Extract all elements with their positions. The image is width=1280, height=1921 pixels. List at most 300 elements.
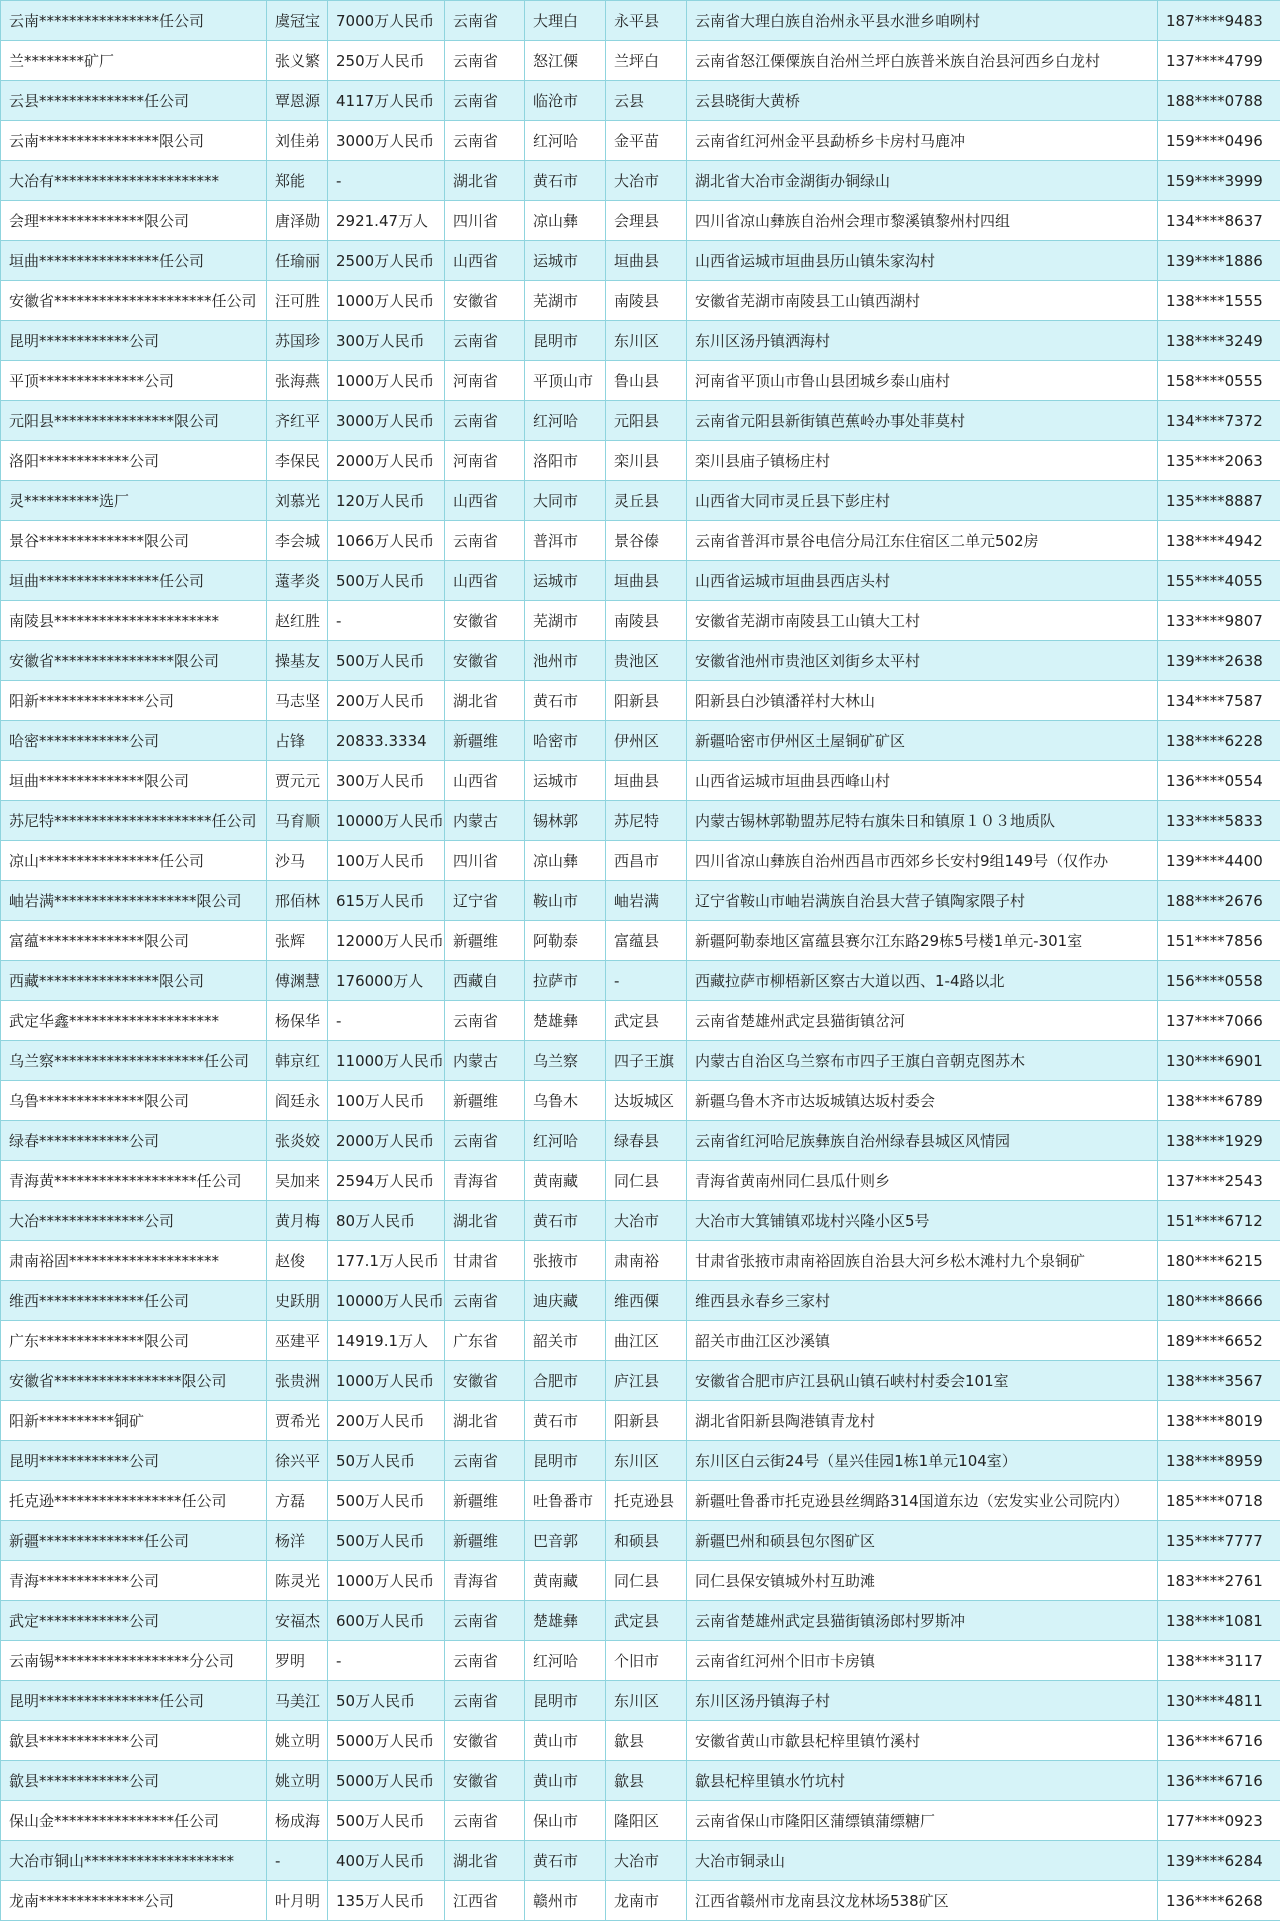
legal-person-cell: 李会城 <box>267 521 328 561</box>
legal-person-cell: 刘慕光 <box>267 481 328 521</box>
phone-cell: 138****6228 <box>1158 721 1280 761</box>
county-cell: 永平县 <box>606 1 687 41</box>
company-name-cell: 维西**************任公司 <box>1 1281 267 1321</box>
county-cell: 东川区 <box>606 1681 687 1721</box>
province-cell: 湖北省 <box>445 1401 525 1441</box>
legal-person-cell: 汪可胜 <box>267 281 328 321</box>
city-cell: 楚雄彝 <box>525 1001 606 1041</box>
city-cell: 大同市 <box>525 481 606 521</box>
company-name-cell: 昆明************公司 <box>1 1441 267 1481</box>
city-cell: 昆明市 <box>525 1441 606 1481</box>
phone-cell: 138****8959 <box>1158 1441 1280 1481</box>
company-name-cell: 阳新**************公司 <box>1 681 267 721</box>
registered-capital-cell: 11000万人民币 <box>328 1041 445 1081</box>
county-cell: 伊州区 <box>606 721 687 761</box>
county-cell: 西昌市 <box>606 841 687 881</box>
table-row <box>1 1 1280 41</box>
legal-person-cell: 虞冠宝 <box>267 1 328 41</box>
table-row <box>1 1281 1280 1321</box>
address-cell: 安徽省合肥市庐江县矾山镇石峡村村委会101室 <box>687 1361 1158 1401</box>
phone-cell: 139****4400 <box>1158 841 1280 881</box>
county-cell: 富蕴县 <box>606 921 687 961</box>
phone-cell: 138****8019 <box>1158 1401 1280 1441</box>
registered-capital-cell: 500万人民币 <box>328 1481 445 1521</box>
county-cell: 龙南市 <box>606 1881 687 1921</box>
address-cell: 云南省元阳县新街镇芭蕉岭办事处菲莫村 <box>687 401 1158 441</box>
city-cell: 阿勒泰 <box>525 921 606 961</box>
county-cell: 肃南裕 <box>606 1241 687 1281</box>
county-cell: 垣曲县 <box>606 241 687 281</box>
city-cell: 乌鲁木 <box>525 1081 606 1121</box>
phone-cell: 130****6901 <box>1158 1041 1280 1081</box>
company-name-cell: 安徽省*********************任公司 <box>1 281 267 321</box>
county-cell: 鲁山县 <box>606 361 687 401</box>
company-name-cell: 垣曲****************任公司 <box>1 241 267 281</box>
province-cell: 江西省 <box>445 1881 525 1921</box>
legal-person-cell: 杨成海 <box>267 1801 328 1841</box>
address-cell: 大冶市铜录山 <box>687 1841 1158 1881</box>
address-cell: 云南省怒江傈僳族自治州兰坪白族普米族自治县河西乡白龙村 <box>687 41 1158 81</box>
table-row <box>1 1081 1280 1121</box>
county-cell: 栾川县 <box>606 441 687 481</box>
city-cell: 平顶山市 <box>525 361 606 401</box>
county-cell: 达坂城区 <box>606 1081 687 1121</box>
company-name-cell: 新疆**************任公司 <box>1 1521 267 1561</box>
address-cell: 新疆吐鲁番市托克逊县丝绸路314国道东边（宏发实业公司院内） <box>687 1481 1158 1521</box>
table-row <box>1 481 1280 521</box>
county-cell: 大冶市 <box>606 161 687 201</box>
legal-person-cell: 齐红平 <box>267 401 328 441</box>
county-cell: 东川区 <box>606 321 687 361</box>
address-cell: 四川省凉山彝族自治州西昌市西郊乡长安村9组149号（仅作办 <box>687 841 1158 881</box>
province-cell: 安徽省 <box>445 601 525 641</box>
phone-cell: 138****3567 <box>1158 1361 1280 1401</box>
legal-person-cell: 薳孝炎 <box>267 561 328 601</box>
province-cell: 新疆维 <box>445 721 525 761</box>
city-cell: 芜湖市 <box>525 601 606 641</box>
registered-capital-cell: - <box>328 1001 445 1041</box>
legal-person-cell: 吴加来 <box>267 1161 328 1201</box>
county-cell: 隆阳区 <box>606 1801 687 1841</box>
address-cell: 云南省红河州金平县勐桥乡卡房村马鹿冲 <box>687 121 1158 161</box>
address-cell: 安徽省池州市贵池区刘街乡太平村 <box>687 641 1158 681</box>
table-row <box>1 1241 1280 1281</box>
province-cell: 安徽省 <box>445 1361 525 1401</box>
address-cell: 山西省大同市灵丘县下彭庄村 <box>687 481 1158 521</box>
phone-cell: 185****0718 <box>1158 1481 1280 1521</box>
table-row <box>1 1561 1280 1601</box>
table-row <box>1 801 1280 841</box>
county-cell: 会理县 <box>606 201 687 241</box>
address-cell: 东川区汤丹镇海子村 <box>687 1681 1158 1721</box>
city-cell: 哈密市 <box>525 721 606 761</box>
table-row <box>1 201 1280 241</box>
address-cell: 山西省运城市垣曲县历山镇朱家沟村 <box>687 241 1158 281</box>
phone-cell: 139****1886 <box>1158 241 1280 281</box>
registered-capital-cell: 500万人民币 <box>328 1801 445 1841</box>
address-cell: 山西省运城市垣曲县西峰山村 <box>687 761 1158 801</box>
company-name-cell: 青海************公司 <box>1 1561 267 1601</box>
table-row <box>1 841 1280 881</box>
province-cell: 云南省 <box>445 321 525 361</box>
legal-person-cell: 张贵洲 <box>267 1361 328 1401</box>
table-row <box>1 1601 1280 1641</box>
phone-cell: 183****2761 <box>1158 1561 1280 1601</box>
county-cell: 同仁县 <box>606 1561 687 1601</box>
address-cell: 湖北省阳新县陶港镇青龙村 <box>687 1401 1158 1441</box>
province-cell: 新疆维 <box>445 1081 525 1121</box>
province-cell: 云南省 <box>445 1601 525 1641</box>
registered-capital-cell: 100万人民币 <box>328 1081 445 1121</box>
registered-capital-cell: 177.1万人民币 <box>328 1241 445 1281</box>
table-row <box>1 1401 1280 1441</box>
table-row <box>1 681 1280 721</box>
legal-person-cell: 马志坚 <box>267 681 328 721</box>
address-cell: 韶关市曲江区沙溪镇 <box>687 1321 1158 1361</box>
province-cell: 甘肃省 <box>445 1241 525 1281</box>
phone-cell: 136****0554 <box>1158 761 1280 801</box>
address-cell: 内蒙古锡林郭勒盟苏尼特右旗朱日和镇原１０３地质队 <box>687 801 1158 841</box>
province-cell: 云南省 <box>445 1121 525 1161</box>
registered-capital-cell: 1000万人民币 <box>328 1361 445 1401</box>
company-name-cell: 云南****************任公司 <box>1 1 267 41</box>
registered-capital-cell: 5000万人民币 <box>328 1761 445 1801</box>
city-cell: 赣州市 <box>525 1881 606 1921</box>
province-cell: 四川省 <box>445 841 525 881</box>
province-cell: 云南省 <box>445 401 525 441</box>
registered-capital-cell: 1000万人民币 <box>328 281 445 321</box>
phone-cell: 156****0558 <box>1158 961 1280 1001</box>
table-row <box>1 521 1280 561</box>
city-cell: 张掖市 <box>525 1241 606 1281</box>
legal-person-cell: 傅渊慧 <box>267 961 328 1001</box>
city-cell: 怒江傈 <box>525 41 606 81</box>
company-name-cell: 托克逊*****************任公司 <box>1 1481 267 1521</box>
registered-capital-cell: 2921.47万人 <box>328 201 445 241</box>
registered-capital-cell: - <box>328 161 445 201</box>
table-row <box>1 241 1280 281</box>
phone-cell: 188****2676 <box>1158 881 1280 921</box>
company-name-cell: 龙南**************公司 <box>1 1881 267 1921</box>
legal-person-cell: 李保民 <box>267 441 328 481</box>
address-cell: 安徽省芜湖市南陵县工山镇大工村 <box>687 601 1158 641</box>
legal-person-cell: 黄月梅 <box>267 1201 328 1241</box>
province-cell: 西藏自 <box>445 961 525 1001</box>
province-cell: 云南省 <box>445 1 525 41</box>
table-row <box>1 881 1280 921</box>
phone-cell: 189****6652 <box>1158 1321 1280 1361</box>
registered-capital-cell: 400万人民币 <box>328 1841 445 1881</box>
registered-capital-cell: 250万人民币 <box>328 41 445 81</box>
city-cell: 红河哈 <box>525 121 606 161</box>
phone-cell: 136****6716 <box>1158 1761 1280 1801</box>
company-name-cell: 垣曲****************任公司 <box>1 561 267 601</box>
company-name-cell: 武定华鑫******************** <box>1 1001 267 1041</box>
city-cell: 黄石市 <box>525 161 606 201</box>
province-cell: 安徽省 <box>445 641 525 681</box>
legal-person-cell: 叶月明 <box>267 1881 328 1921</box>
city-cell: 黄石市 <box>525 1401 606 1441</box>
table-row <box>1 1201 1280 1241</box>
phone-cell: 137****4799 <box>1158 41 1280 81</box>
legal-person-cell: 韩京红 <box>267 1041 328 1081</box>
registered-capital-cell: 1000万人民币 <box>328 361 445 401</box>
county-cell: 兰坪白 <box>606 41 687 81</box>
table-row <box>1 1801 1280 1841</box>
table-row <box>1 1721 1280 1761</box>
county-cell: 维西傈 <box>606 1281 687 1321</box>
table-row <box>1 1361 1280 1401</box>
legal-person-cell: 贾元元 <box>267 761 328 801</box>
company-name-cell: 富蕴**************限公司 <box>1 921 267 961</box>
county-cell: 元阳县 <box>606 401 687 441</box>
city-cell: 黄南藏 <box>525 1161 606 1201</box>
company-name-cell: 昆明****************任公司 <box>1 1681 267 1721</box>
phone-cell: 133****5833 <box>1158 801 1280 841</box>
legal-person-cell: 赵俊 <box>267 1241 328 1281</box>
county-cell: 南陵县 <box>606 281 687 321</box>
county-cell: 歙县 <box>606 1761 687 1801</box>
city-cell: 洛阳市 <box>525 441 606 481</box>
legal-person-cell: 马育顺 <box>267 801 328 841</box>
legal-person-cell: 任瑜丽 <box>267 241 328 281</box>
city-cell: 合肥市 <box>525 1361 606 1401</box>
phone-cell: 151****7856 <box>1158 921 1280 961</box>
address-cell: 青海省黄南州同仁县瓜什则乡 <box>687 1161 1158 1201</box>
province-cell: 云南省 <box>445 81 525 121</box>
phone-cell: 158****0555 <box>1158 361 1280 401</box>
address-cell: 江西省赣州市龙南县汶龙林场538矿区 <box>687 1881 1158 1921</box>
table-row <box>1 1121 1280 1161</box>
city-cell: 运城市 <box>525 561 606 601</box>
county-cell: 和硕县 <box>606 1521 687 1561</box>
county-cell: 同仁县 <box>606 1161 687 1201</box>
legal-person-cell: 操基友 <box>267 641 328 681</box>
city-cell: 鞍山市 <box>525 881 606 921</box>
legal-person-cell: 马美江 <box>267 1681 328 1721</box>
table-row <box>1 161 1280 201</box>
address-cell: 内蒙古自治区乌兰察布市四子王旗白音朝克图苏木 <box>687 1041 1158 1081</box>
registered-capital-cell: 50万人民币 <box>328 1441 445 1481</box>
registered-capital-cell: 615万人民币 <box>328 881 445 921</box>
legal-person-cell: 陈灵光 <box>267 1561 328 1601</box>
table-row <box>1 1521 1280 1561</box>
county-cell: 苏尼特 <box>606 801 687 841</box>
province-cell: 新疆维 <box>445 1521 525 1561</box>
phone-cell: 138****6789 <box>1158 1081 1280 1121</box>
county-cell: 阳新县 <box>606 681 687 721</box>
company-name-cell: 云县**************任公司 <box>1 81 267 121</box>
province-cell: 云南省 <box>445 1281 525 1321</box>
address-cell: 云南省保山市隆阳区蒲缥镇蒲缥糖厂 <box>687 1801 1158 1841</box>
city-cell: 巴音郭 <box>525 1521 606 1561</box>
phone-cell: 151****6712 <box>1158 1201 1280 1241</box>
legal-person-cell: 杨洋 <box>267 1521 328 1561</box>
registered-capital-cell: 10000万人民币 <box>328 1281 445 1321</box>
city-cell: 红河哈 <box>525 1641 606 1681</box>
legal-person-cell: 巫建平 <box>267 1321 328 1361</box>
company-name-cell: 南陵县********************** <box>1 601 267 641</box>
registered-capital-cell: 200万人民币 <box>328 1401 445 1441</box>
company-name-cell: 阳新**********铜矿 <box>1 1401 267 1441</box>
city-cell: 黄山市 <box>525 1721 606 1761</box>
county-cell: 曲江区 <box>606 1321 687 1361</box>
address-cell: 云县晓街大黄桥 <box>687 81 1158 121</box>
county-cell: 歙县 <box>606 1721 687 1761</box>
company-name-cell: 歙县************公司 <box>1 1721 267 1761</box>
registered-capital-cell: 120万人民币 <box>328 481 445 521</box>
city-cell: 楚雄彝 <box>525 1601 606 1641</box>
province-cell: 新疆维 <box>445 921 525 961</box>
address-cell: 甘肃省张掖市肃南裕固族自治县大河乡松木滩村九个泉铜矿 <box>687 1241 1158 1281</box>
city-cell: 大理白 <box>525 1 606 41</box>
legal-person-cell: 占锋 <box>267 721 328 761</box>
phone-cell: 136****6268 <box>1158 1881 1280 1921</box>
city-cell: 拉萨市 <box>525 961 606 1001</box>
table-row <box>1 81 1280 121</box>
county-cell: 大冶市 <box>606 1841 687 1881</box>
table-row <box>1 921 1280 961</box>
province-cell: 山西省 <box>445 481 525 521</box>
phone-cell: 135****7777 <box>1158 1521 1280 1561</box>
province-cell: 湖北省 <box>445 1201 525 1241</box>
city-cell: 黄山市 <box>525 1761 606 1801</box>
legal-person-cell: 罗明 <box>267 1641 328 1681</box>
company-name-cell: 乌兰察********************任公司 <box>1 1041 267 1081</box>
phone-cell: 135****2063 <box>1158 441 1280 481</box>
legal-person-cell: 刘佳弟 <box>267 121 328 161</box>
legal-person-cell: 张辉 <box>267 921 328 961</box>
address-cell: 湖北省大冶市金湖街办铜绿山 <box>687 161 1158 201</box>
city-cell: 黄石市 <box>525 1841 606 1881</box>
registered-capital-cell: 200万人民币 <box>328 681 445 721</box>
registered-capital-cell: 2594万人民币 <box>328 1161 445 1201</box>
table-row <box>1 761 1280 801</box>
county-cell: 贵池区 <box>606 641 687 681</box>
address-cell: 四川省凉山彝族自治州会理市黎溪镇黎州村四组 <box>687 201 1158 241</box>
county-cell: 个旧市 <box>606 1641 687 1681</box>
table-row <box>1 721 1280 761</box>
county-cell: 阳新县 <box>606 1401 687 1441</box>
company-name-cell: 大冶市铜山******************** <box>1 1841 267 1881</box>
table-row <box>1 1041 1280 1081</box>
city-cell: 运城市 <box>525 241 606 281</box>
province-cell: 湖北省 <box>445 1841 525 1881</box>
city-cell: 红河哈 <box>525 401 606 441</box>
province-cell: 云南省 <box>445 41 525 81</box>
phone-cell: 139****6284 <box>1158 1841 1280 1881</box>
phone-cell: 138****4942 <box>1158 521 1280 561</box>
province-cell: 青海省 <box>445 1161 525 1201</box>
registered-capital-cell: - <box>328 601 445 641</box>
legal-person-cell: 邢佰林 <box>267 881 328 921</box>
address-cell: 新疆巴州和硕县包尔图矿区 <box>687 1521 1158 1561</box>
phone-cell: 138****3249 <box>1158 321 1280 361</box>
province-cell: 安徽省 <box>445 1761 525 1801</box>
company-name-cell: 西藏****************限公司 <box>1 961 267 1001</box>
address-cell: 新疆阿勒泰地区富蕴县赛尔江东路29栋5号楼1单元-301室 <box>687 921 1158 961</box>
registered-capital-cell: 4117万人民币 <box>328 81 445 121</box>
address-cell: 云南省楚雄州武定县猫街镇汤郎村罗斯冲 <box>687 1601 1158 1641</box>
county-cell: 庐江县 <box>606 1361 687 1401</box>
registered-capital-cell: 135万人民币 <box>328 1881 445 1921</box>
company-name-cell: 苏尼特*********************任公司 <box>1 801 267 841</box>
address-cell: 大冶市大箕铺镇邓垅村兴隆小区5号 <box>687 1201 1158 1241</box>
city-cell: 韶关市 <box>525 1321 606 1361</box>
company-name-cell: 歙县************公司 <box>1 1761 267 1801</box>
province-cell: 青海省 <box>445 1561 525 1601</box>
address-cell: 东川区汤丹镇洒海村 <box>687 321 1158 361</box>
registered-capital-cell: 500万人民币 <box>328 1521 445 1561</box>
province-cell: 安徽省 <box>445 1721 525 1761</box>
table-row <box>1 1441 1280 1481</box>
address-cell: 云南省楚雄州武定县猫街镇岔河 <box>687 1001 1158 1041</box>
company-name-cell: 垣曲**************限公司 <box>1 761 267 801</box>
legal-person-cell: 杨保华 <box>267 1001 328 1041</box>
company-name-cell: 岫岩满*******************限公司 <box>1 881 267 921</box>
address-cell: 辽宁省鞍山市岫岩满族自治县大营子镇陶家隈子村 <box>687 881 1158 921</box>
phone-cell: 177****0923 <box>1158 1801 1280 1841</box>
company-name-cell: 绿春************公司 <box>1 1121 267 1161</box>
county-cell: 绿春县 <box>606 1121 687 1161</box>
phone-cell: 138****1929 <box>1158 1121 1280 1161</box>
province-cell: 云南省 <box>445 1801 525 1841</box>
phone-cell: 155****4055 <box>1158 561 1280 601</box>
city-cell: 凉山彝 <box>525 841 606 881</box>
table-row <box>1 561 1280 601</box>
company-name-cell: 保山金****************任公司 <box>1 1801 267 1841</box>
province-cell: 四川省 <box>445 201 525 241</box>
province-cell: 内蒙古 <box>445 1041 525 1081</box>
registered-capital-cell: 1066万人民币 <box>328 521 445 561</box>
company-name-cell: 肃南裕固******************** <box>1 1241 267 1281</box>
phone-cell: 136****6716 <box>1158 1721 1280 1761</box>
company-name-cell: 凉山****************任公司 <box>1 841 267 881</box>
table-row <box>1 1641 1280 1681</box>
legal-person-cell: 张炎姣 <box>267 1121 328 1161</box>
table-row <box>1 1681 1280 1721</box>
registered-capital-cell: 3000万人民币 <box>328 121 445 161</box>
address-cell: 阳新县白沙镇潘祥村大林山 <box>687 681 1158 721</box>
phone-cell: 138****1081 <box>1158 1601 1280 1641</box>
company-name-cell: 元阳县****************限公司 <box>1 401 267 441</box>
county-cell: 岫岩满 <box>606 881 687 921</box>
county-cell: 金平苗 <box>606 121 687 161</box>
registered-capital-cell: 2500万人民币 <box>328 241 445 281</box>
address-cell: 维西县永春乡三家村 <box>687 1281 1158 1321</box>
city-cell: 黄石市 <box>525 681 606 721</box>
city-cell: 运城市 <box>525 761 606 801</box>
province-cell: 河南省 <box>445 441 525 481</box>
registered-capital-cell: 10000万人民币 <box>328 801 445 841</box>
company-name-cell: 会理**************限公司 <box>1 201 267 241</box>
phone-cell: 133****9807 <box>1158 601 1280 641</box>
county-cell: 南陵县 <box>606 601 687 641</box>
city-cell: 芜湖市 <box>525 281 606 321</box>
county-cell: 垣曲县 <box>606 761 687 801</box>
address-cell: 云南省大理白族自治州永平县水泄乡咱咧村 <box>687 1 1158 41</box>
city-cell: 黄石市 <box>525 1201 606 1241</box>
legal-person-cell: 张义繁 <box>267 41 328 81</box>
registered-capital-cell: 100万人民币 <box>328 841 445 881</box>
address-cell: 歙县杞梓里镇水竹坑村 <box>687 1761 1158 1801</box>
company-name-cell: 平顶**************公司 <box>1 361 267 401</box>
phone-cell: 137****2543 <box>1158 1161 1280 1201</box>
address-cell: 安徽省芜湖市南陵县工山镇西湖村 <box>687 281 1158 321</box>
registered-capital-cell: 5000万人民币 <box>328 1721 445 1761</box>
company-name-cell: 安徽省*****************限公司 <box>1 1361 267 1401</box>
registered-capital-cell: 3000万人民币 <box>328 401 445 441</box>
